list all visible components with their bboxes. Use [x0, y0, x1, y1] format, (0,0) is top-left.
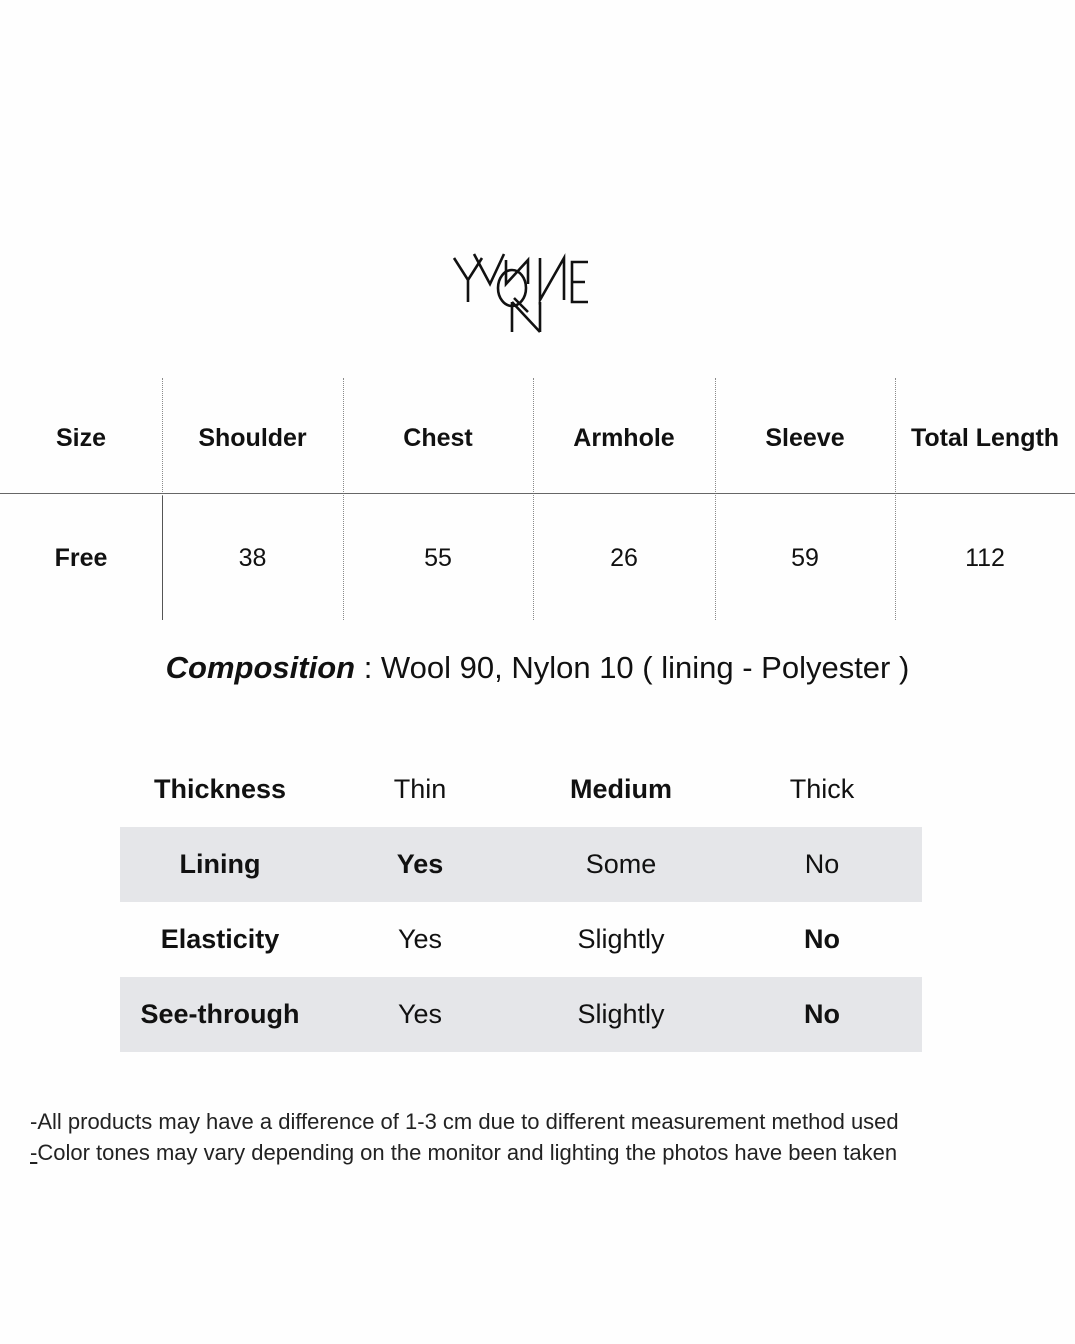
- fabric-row-elasticity: [120, 902, 922, 977]
- composition-line: [0, 650, 1075, 686]
- composition-label: Composition: [165, 650, 356, 685]
- fabric-label: Thickness: [153, 774, 287, 804]
- column-divider: [895, 378, 896, 620]
- header-divider: [0, 493, 1075, 494]
- fabric-option: Some: [585, 849, 657, 879]
- fabric-option-selected: Yes: [396, 849, 444, 879]
- fabric-row-lining: [120, 827, 922, 902]
- size-table: [0, 378, 1075, 620]
- chest-value: 55: [424, 544, 452, 572]
- fabric-label: Lining: [179, 849, 261, 879]
- header-shoulder: Shoulder: [198, 424, 307, 452]
- header-armhole: Armhole: [573, 424, 675, 452]
- note-measurement: -All products may have a difference of 1-3 cm due to different measurement method used: [30, 1109, 899, 1134]
- fabric-label: Elasticity: [160, 924, 280, 954]
- column-divider: [533, 378, 534, 620]
- fabric-row-thickness: [120, 752, 922, 827]
- column-divider: [715, 378, 716, 620]
- size-value: Free: [54, 544, 108, 572]
- fabric-option-selected: No: [804, 924, 840, 954]
- total-length-value: 112: [965, 544, 1005, 572]
- header-size: Size: [55, 424, 107, 452]
- fabric-label: See-through: [140, 999, 300, 1029]
- fabric-option: Thick: [789, 774, 855, 804]
- fabric-row-see-through: [120, 977, 922, 1052]
- fabric-option: Yes: [397, 924, 443, 954]
- fabric-option: Yes: [397, 999, 443, 1029]
- note-color: [30, 1137, 899, 1168]
- fabric-option-selected: No: [804, 999, 840, 1029]
- fabric-option-selected: Medium: [569, 774, 672, 804]
- fabric-option: Slightly: [577, 924, 665, 954]
- fabric-option: Thin: [393, 774, 447, 804]
- header-total-length: Total Length: [910, 424, 1060, 452]
- note-color-text: Color tones may vary depending on the monitor and lighting the photos have been taken: [37, 1140, 898, 1165]
- header-sleeve: Sleeve: [765, 424, 845, 452]
- fabric-option: Slightly: [577, 999, 665, 1029]
- header-chest: Chest: [403, 424, 473, 452]
- shoulder-value: 38: [238, 544, 267, 572]
- fabric-option: No: [804, 849, 840, 879]
- fabric-table: [120, 752, 922, 1052]
- composition-value: : Wool 90, Nylon 10 ( lining - Polyester ): [355, 650, 910, 685]
- brand-logo-mark: [448, 240, 598, 335]
- note-color-prefix: -: [30, 1140, 38, 1165]
- armhole-value: 26: [610, 544, 638, 572]
- column-divider: [343, 378, 344, 620]
- sleeve-value: 59: [791, 544, 819, 572]
- brand-logo: [448, 240, 598, 335]
- notes: [30, 1106, 899, 1168]
